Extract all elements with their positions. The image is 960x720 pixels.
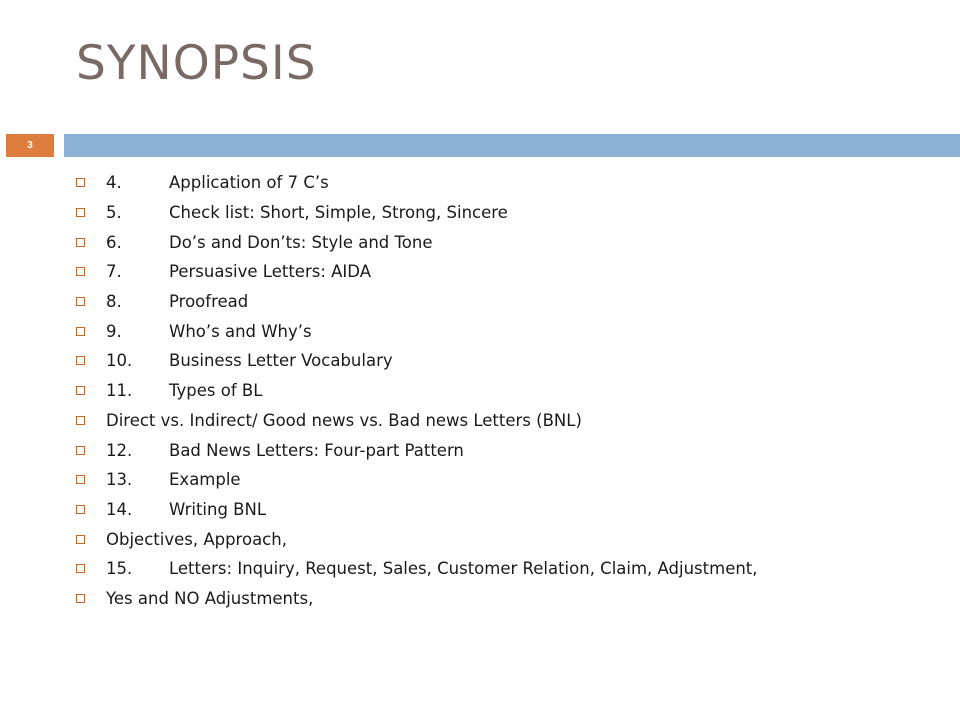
square-bullet-icon (76, 564, 85, 573)
square-bullet-icon (76, 267, 85, 276)
list-item (76, 406, 936, 436)
square-bullet-icon (76, 535, 85, 544)
list-item (76, 227, 936, 257)
item-text: Bad News Letters: Four-part Pattern (169, 440, 464, 460)
item-text: Application of 7 C’s (169, 173, 329, 193)
item-number: 14. (106, 499, 133, 519)
list-item (76, 435, 936, 465)
item-text: Do’s and Don’ts: Style and Tone (169, 232, 433, 252)
square-bullet-icon (76, 594, 85, 603)
list-item (76, 554, 936, 584)
list-item (76, 524, 936, 554)
list-item (76, 168, 936, 198)
item-text: Types of BL (169, 381, 263, 401)
list-item (76, 584, 936, 614)
item-number: 4. (106, 173, 122, 193)
square-bullet-icon (76, 327, 85, 336)
slide-number-badge (6, 134, 54, 157)
item-text: Example (169, 470, 241, 490)
square-bullet-icon (76, 208, 85, 217)
item-text: Letters: Inquiry, Request, Sales, Customer Relation, Claim, Adjustment, (169, 559, 758, 579)
list-item (76, 465, 936, 495)
item-text: Proofread (169, 292, 249, 312)
item-number: 10. (106, 351, 133, 371)
item-number: 9. (106, 321, 122, 341)
square-bullet-icon (76, 505, 85, 514)
item-number: 6. (106, 232, 122, 252)
square-bullet-icon (76, 238, 85, 247)
square-bullet-icon (76, 386, 85, 395)
item-number: 13. (106, 470, 133, 490)
item-text: Objectives, Approach, (106, 529, 287, 549)
list-item (76, 287, 936, 317)
item-number: 11. (106, 381, 133, 401)
synopsis-list (76, 168, 936, 613)
header-accent-bar (64, 134, 960, 157)
item-number: 5. (106, 203, 122, 223)
item-text: Business Letter Vocabulary (169, 351, 393, 371)
item-text: Check list: Short, Simple, Strong, Sincere (169, 203, 508, 223)
slide-title: SYNOPSIS (76, 36, 317, 91)
list-item (76, 376, 936, 406)
item-text: Direct vs. Indirect/ Good news vs. Bad news Letters (BNL) (106, 410, 582, 430)
list-item (76, 316, 936, 346)
item-number: 12. (106, 440, 133, 460)
item-text: Who’s and Why’s (169, 321, 312, 341)
square-bullet-icon (76, 446, 85, 455)
item-number: 15. (106, 559, 133, 579)
item-number: 7. (106, 262, 122, 282)
item-text: Yes and NO Adjustments, (106, 588, 314, 608)
item-number: 8. (106, 292, 122, 312)
square-bullet-icon (76, 416, 85, 425)
slide-number: 3 (27, 140, 33, 151)
list-item (76, 257, 936, 287)
item-text: Persuasive Letters: AIDA (169, 262, 371, 282)
square-bullet-icon (76, 475, 85, 484)
list-item (76, 346, 936, 376)
square-bullet-icon (76, 297, 85, 306)
list-item (76, 495, 936, 525)
list-item (76, 198, 936, 228)
item-text: Writing BNL (169, 499, 267, 519)
square-bullet-icon (76, 178, 85, 187)
square-bullet-icon (76, 356, 85, 365)
